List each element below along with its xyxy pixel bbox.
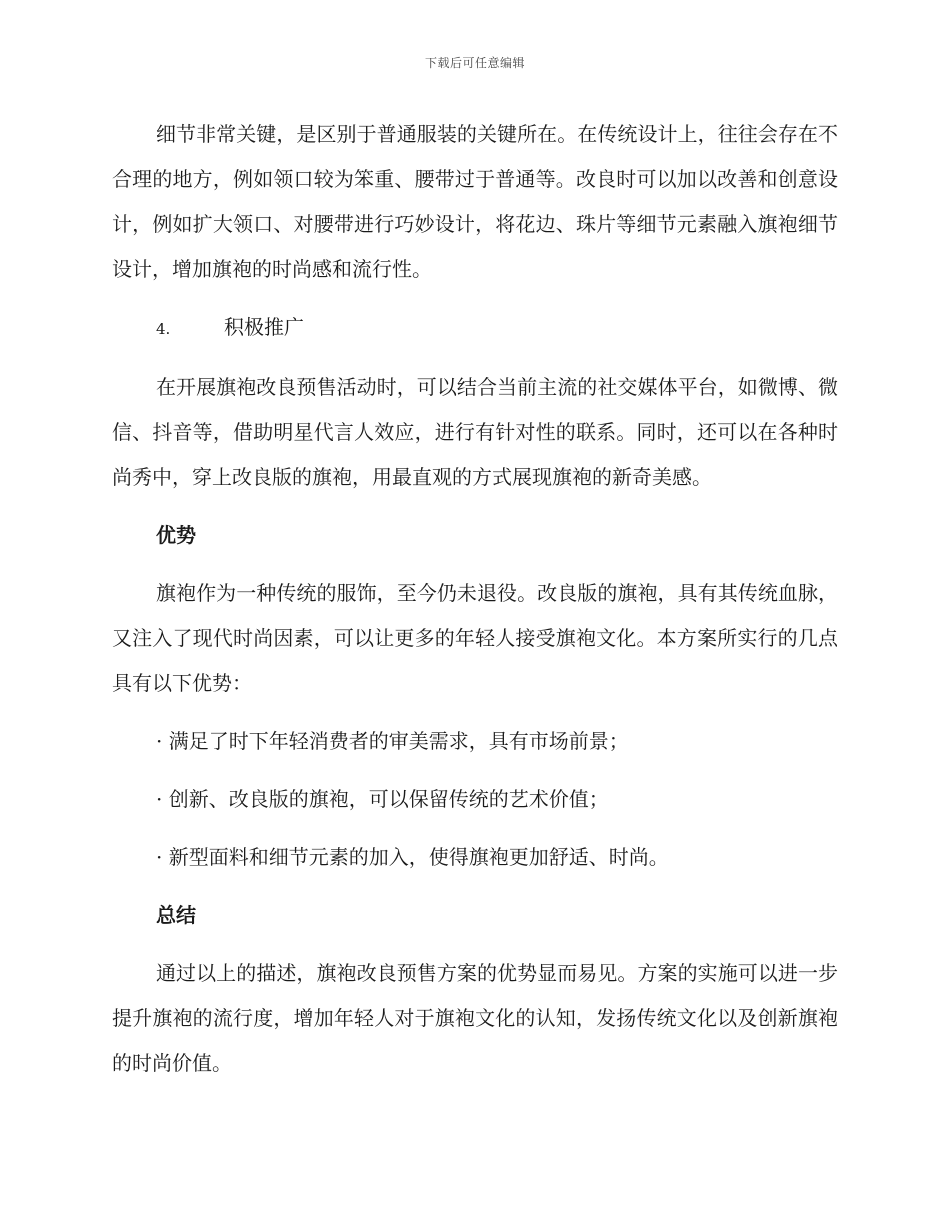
spacer	[112, 938, 838, 951]
item-title: 积极推广	[224, 315, 304, 339]
heading-summary: 总结	[156, 903, 196, 927]
spacer	[112, 352, 838, 365]
paragraph-details: 细节非常关键，是区别于普通服装的关键所在。在传统设计上，往往会存在不合理的地方，例如领口较为笨重、腰带过于普通等。改良时可以加以改善和创意设计，例如扩大领口、对腰带进行巧妙设计，将花边、珠片等细节元素融入旗袍细节设计，增加旗袍的时尚感和流行性。	[112, 122, 838, 281]
item-number: 4.	[156, 320, 171, 338]
spacer	[112, 558, 838, 571]
paragraph-summary: 通过以上的描述，旗袍改良预售方案的优势显而易见。方案的实施可以进一步提升旗袍的流行度，增加年轻人对于旗袍文化的认知，发扬传统文化以及创新旗袍的时尚价值。	[112, 961, 838, 1075]
bullet-item: · 满足了时下年轻消费者的审美需求，具有市场前景；	[156, 729, 629, 753]
spacer	[112, 880, 838, 893]
bullet-item: · 新型面料和细节元素的加入，使得旗袍更加舒适、时尚。	[156, 845, 669, 869]
bullet-item: · 创新、改良版的旗袍，可以保留传统的艺术价值；	[156, 787, 609, 811]
spacer	[112, 706, 838, 719]
spacer	[112, 822, 838, 835]
paragraph-advantages: 旗袍作为一种传统的服饰，至今仍未退役。改良版的旗袍，具有其传统血脉，又注入了现代时尚因素，可以让更多的年轻人接受旗袍文化。本方案所实行的几点具有以下优势：	[112, 581, 838, 695]
numbered-item-4	[112, 305, 838, 352]
document-body	[112, 112, 838, 1086]
spacer	[112, 292, 838, 305]
spacer	[112, 764, 838, 777]
heading-advantages: 优势	[156, 523, 196, 547]
spacer	[112, 500, 838, 513]
paragraph-promotion: 在开展旗袍改良预售活动时，可以结合当前主流的社交媒体平台，如微博、微信、抖音等，借助明星代言人效应，进行有针对性的联系。同时，还可以在各种时尚秀中，穿上改良版的旗袍，用最直观的方式展现旗袍的新奇美感。	[112, 375, 838, 489]
header-note: 下载后可任意编辑	[424, 56, 525, 70]
